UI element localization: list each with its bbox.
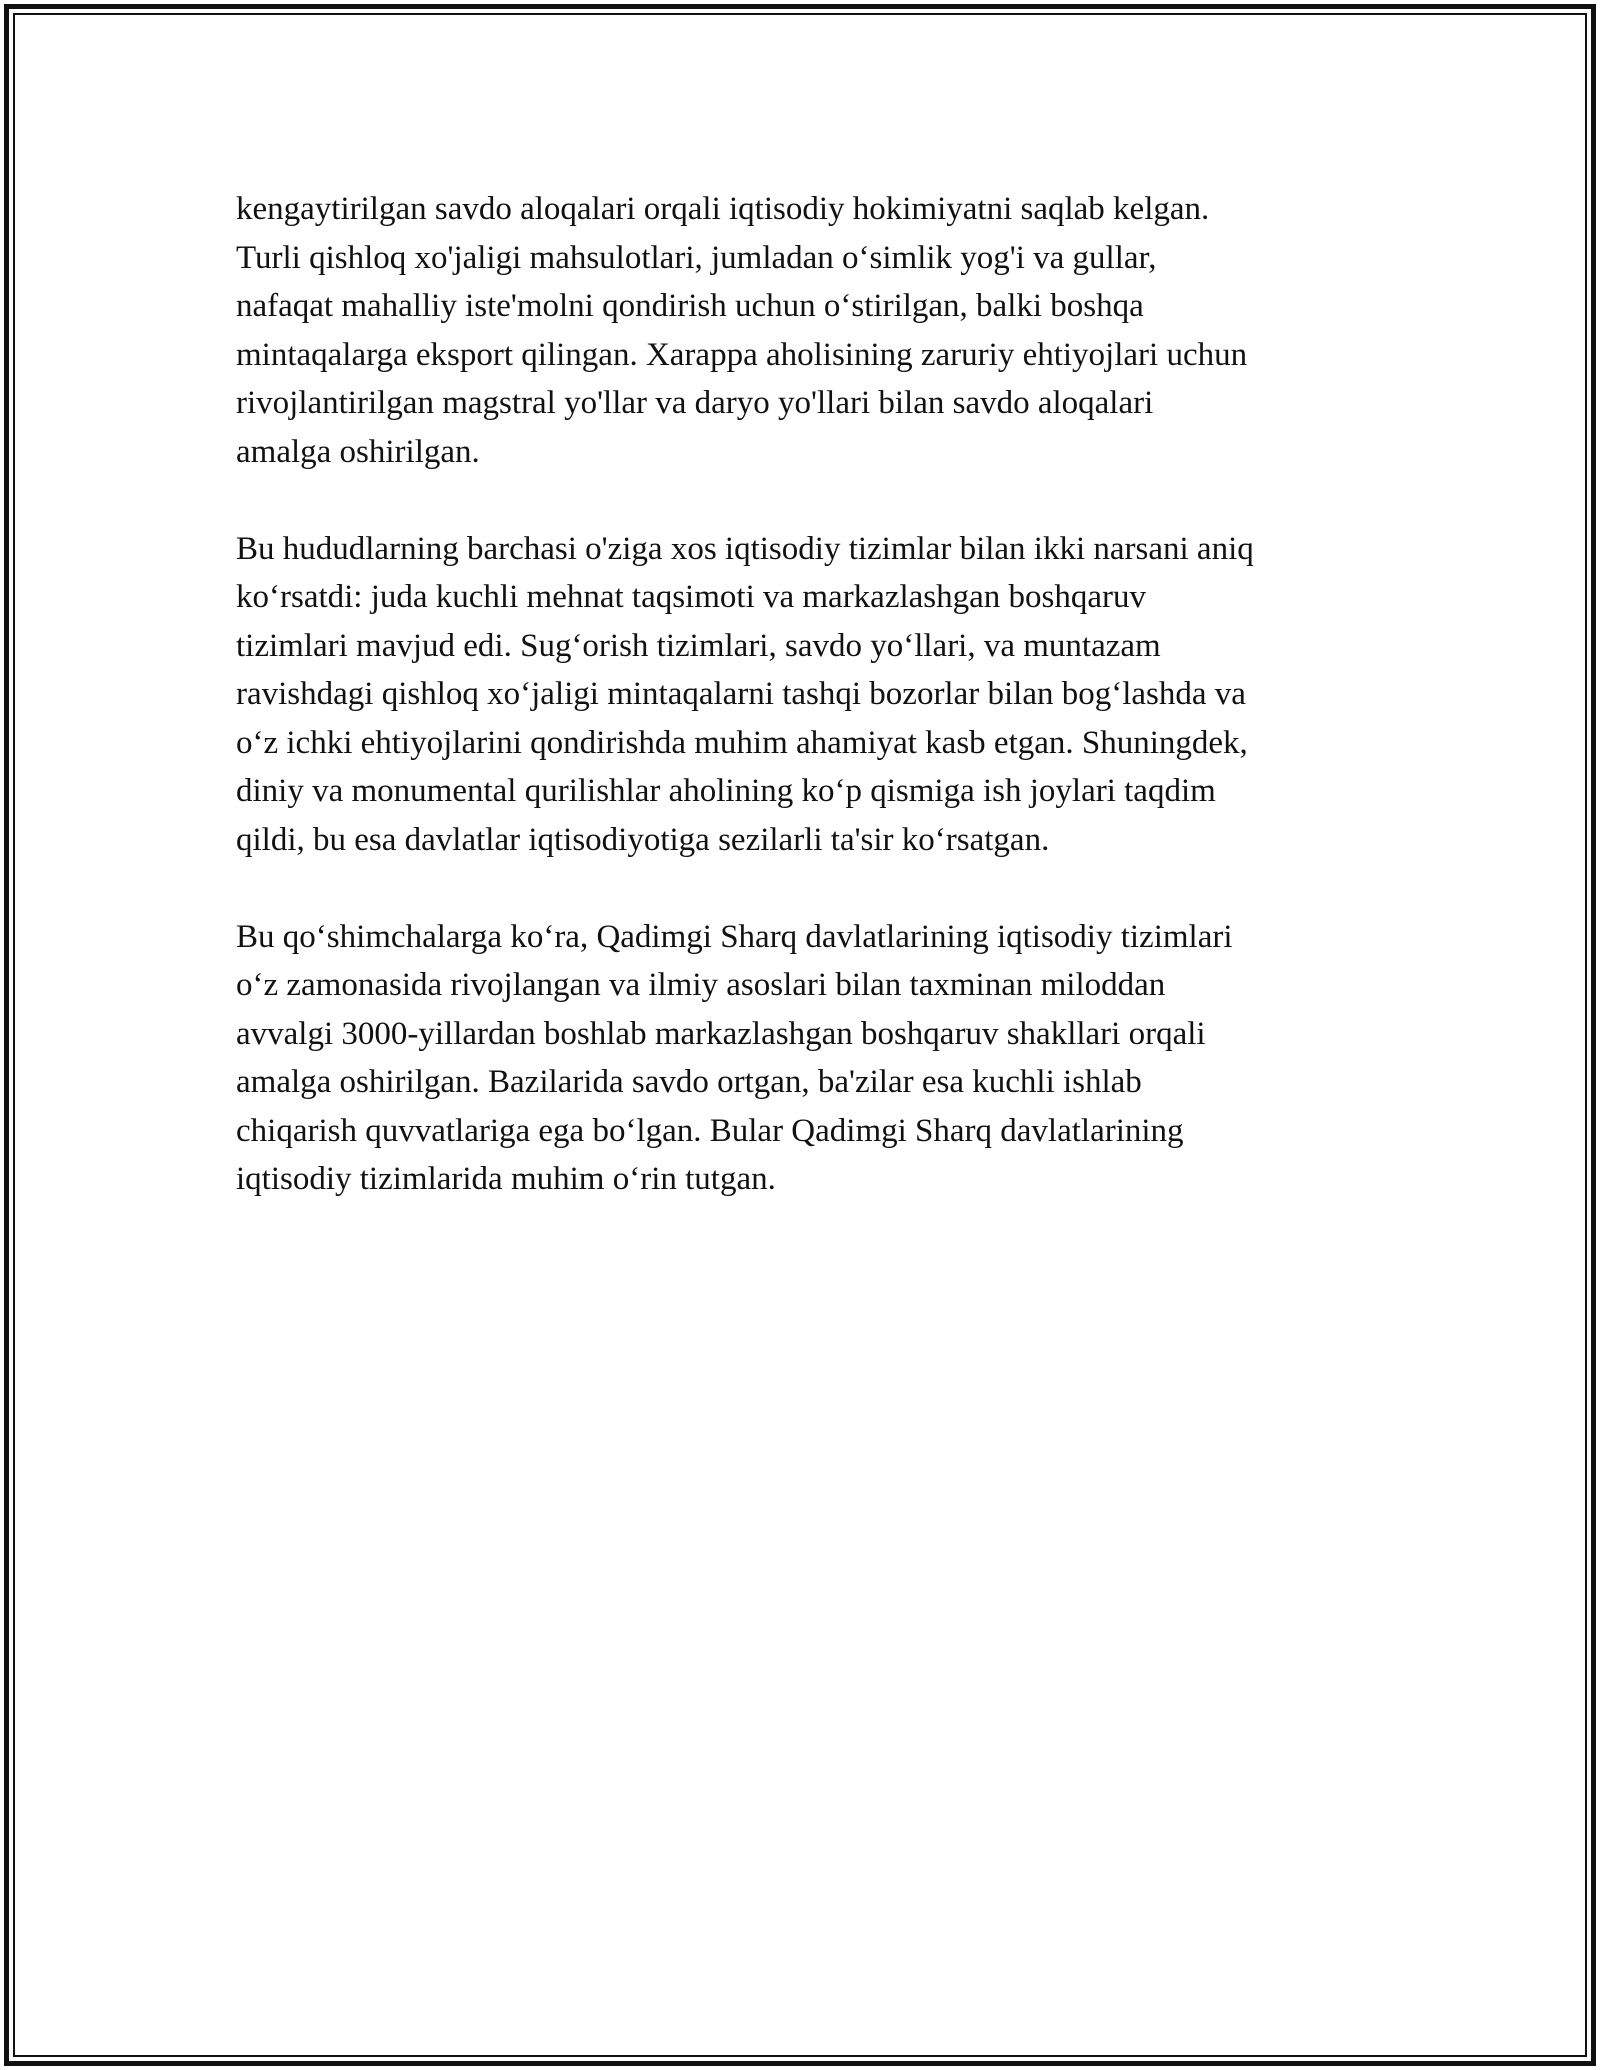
paragraph-2: Bu hududlarning barchasi o'ziga xos iqtisodiy tizimlar bilan ikki narsani aniq ko‘rsatdi: juda kuchli mehnat taqsimoti va markazlashgan boshqaruv tizimlari mavjud edi. Sug‘orish tizimlari, savdo yo‘llari, va muntazam ravishdagi qishloq xo‘jaligi mintaqalarni tashqi bozorlar bilan bog‘lashda va o‘z ichki ehtiyojlarini qondirishda muhim ahamiyat kasb etgan. Shuningdek, diniy va monumental qurilishlar aholining ko‘p qismiga ish joylari taqdim qildi, bu esa davlatlar iqtisodiyotiga sezilarli ta'sir ko‘rsatgan. xyxy=(236,530,1254,858)
paragraph-3: Bu qo‘shimchalarga ko‘ra, Qadimgi Sharq davlatlarining iqtisodiy tizimlari o‘z zamonasida rivojlangan va ilmiy asoslari bilan taxminan miloddan avvalgi 3000-yillardan boshlab markazlashgan boshqaruv shakllari orqali amalga oshirilgan. Bazilarida savdo ortgan, ba'zilar esa kuchli ishlab chiqarish quvvatlariga ega bo‘lgan. Bular Qadimgi Sharq davlatlarining iqtisodiy tizimlarida muhim o‘rin tutgan. xyxy=(236,918,1233,1197)
paragraph-1: kengaytirilgan savdo aloqalari orqali iqtisodiy hokimiyatni saqlab kelgan. Turli qishloq xo'jaligi mahsulotlari, jumladan o‘simlik yog'i va gullar, nafaqat mahalliy iste'molni qondirish uchun o‘stirilgan, balki boshqa mintaqalarga eksport qilingan. Xarappa aholisining zaruriy ehtiyojlari uchun rivojlantirilgan magstral yo'llar va daryo yo'llari bilan savdo aloqalari amalga oshirilgan. xyxy=(236,191,1248,470)
document-body xyxy=(236,185,1396,1252)
